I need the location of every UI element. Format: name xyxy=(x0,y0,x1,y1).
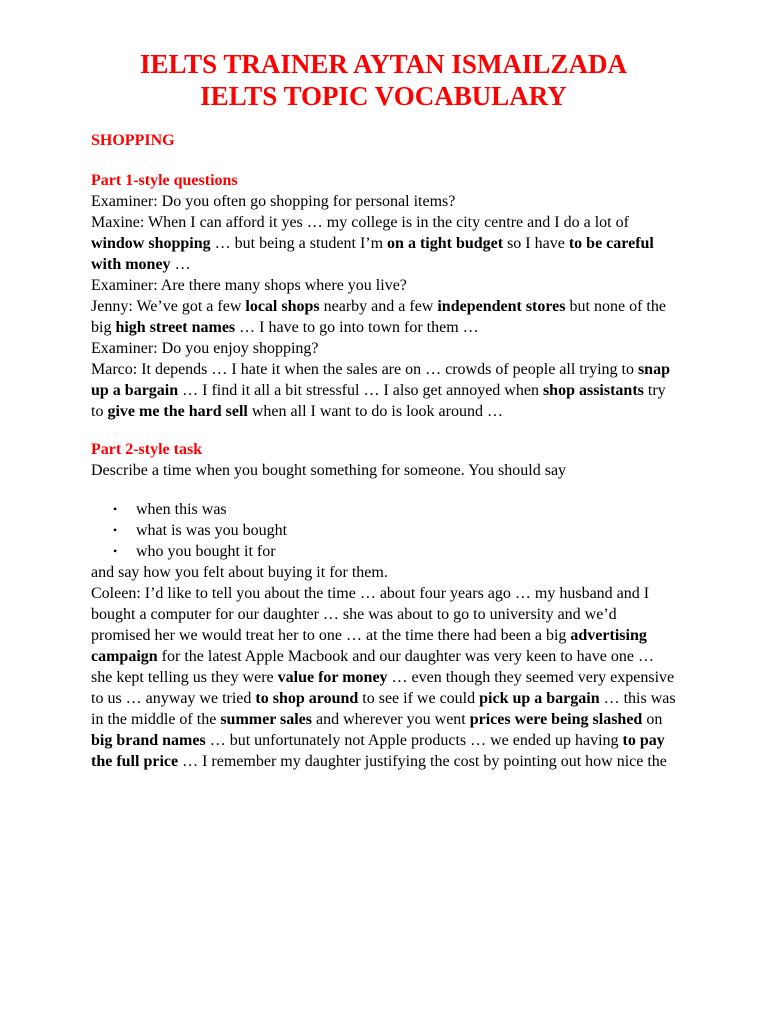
answer-text: … but being a student I’m xyxy=(210,235,388,252)
answer-text: and wherever you went xyxy=(312,711,470,728)
bullet-icon: • xyxy=(113,544,118,558)
vocabulary-term: give me the hard sell xyxy=(107,403,248,420)
vocabulary-term: shop assistants xyxy=(542,382,644,399)
vocabulary-term: big brand names xyxy=(91,732,206,749)
exchange-1 xyxy=(91,191,676,275)
vocabulary-term: summer sales xyxy=(220,711,313,728)
answer-text: … I remember my daughter justifying the cost by pointing out how nice the xyxy=(178,753,667,770)
vocabulary-term: to shop around xyxy=(255,690,359,707)
vocabulary-term: high street names xyxy=(115,319,236,336)
part2-answer xyxy=(91,583,676,772)
vocabulary-term: value for money xyxy=(277,669,388,686)
answer-3 xyxy=(91,361,670,420)
part2-bullet-list xyxy=(91,499,676,562)
vocabulary-term: advertising campaign xyxy=(91,627,647,665)
answer-text: Coleen: I’d like to tell you about the time … about four years ago … my husband and I bought a computer for our daughter … she was about to go to university and we’d promised her we would treat her to one … at the time there had been a big xyxy=(91,585,650,644)
vocabulary-term: prices were being slashed xyxy=(469,711,643,728)
bullet-icon: • xyxy=(113,502,118,516)
answer-text: try to xyxy=(91,382,666,420)
answer-text: nearby and a few xyxy=(319,298,438,315)
answer-text: … I have to go into town for them … xyxy=(235,319,479,336)
part2-closing: and say how you felt about buying it for them. xyxy=(91,564,388,581)
vocabulary-term: window shopping xyxy=(91,235,211,252)
answer-text: … this was in the middle of the xyxy=(91,690,676,728)
vocabulary-term: independent stores xyxy=(437,298,566,315)
exchange-3 xyxy=(91,338,676,422)
topic-heading: SHOPPING xyxy=(91,132,175,149)
answer-text: when all I want to do is look around … xyxy=(247,403,503,420)
bullet-text: what is was you bought xyxy=(136,522,288,539)
title-line-1: IELTS TRAINER AYTAN ISMAILZADA xyxy=(140,49,627,79)
bullet-icon: • xyxy=(113,523,118,537)
vocabulary-term: to pay the full price xyxy=(91,732,665,770)
vocabulary-term: on a tight budget xyxy=(387,235,504,252)
part2-heading: Part 2-style task xyxy=(91,441,203,458)
bullet-text: who you bought it for xyxy=(136,543,276,560)
part2-prompt: Describe a time when you bought something for someone. You should say xyxy=(91,462,567,479)
answer-text: for the latest Apple Macbook and our daughter was very keen to have one … she kept telling us they were xyxy=(91,648,654,686)
answer-text: on xyxy=(642,711,663,728)
bullet-item xyxy=(91,541,676,562)
answer-text: but none of the big xyxy=(91,298,666,336)
answer-text: … but unfortunately not Apple products … we ended up having xyxy=(205,732,623,749)
bullet-text: when this was xyxy=(136,501,227,518)
answer-1 xyxy=(91,214,654,273)
vocabulary-term: to be careful with money xyxy=(91,235,654,273)
answer-text: … I find it all a bit stressful … I also get annoyed when xyxy=(178,382,543,399)
vocabulary-term: snap up a bargain xyxy=(91,361,670,399)
answer-text: … even though they seemed very expensive to us … anyway we tried xyxy=(91,669,675,707)
answer-text: Marco: It depends … I hate it when the sales are on … crowds of people all trying to xyxy=(91,361,638,378)
answer-text: Maxine: When I can afford it yes … my college is in the city centre and I do a lot of xyxy=(91,214,629,231)
vocabulary-term: local shops xyxy=(245,298,320,315)
answer-text: Jenny: We’ve got a few xyxy=(91,298,246,315)
vocabulary-term: pick up a bargain xyxy=(479,690,600,707)
exchange-2 xyxy=(91,275,676,338)
question-3: Examiner: Do you enjoy shopping? xyxy=(91,340,319,357)
question-1: Examiner: Do you often go shopping for personal items? xyxy=(91,193,456,210)
question-2: Examiner: Are there many shops where you live? xyxy=(91,277,407,294)
answer-2 xyxy=(91,298,666,336)
document-title xyxy=(91,48,676,112)
answer-text: … xyxy=(170,256,191,273)
title-line-2: IELTS TOPIC VOCABULARY xyxy=(200,81,567,111)
answer-text: to see if we could xyxy=(358,690,480,707)
part1-heading: Part 1-style questions xyxy=(91,172,238,189)
answer-text: so I have xyxy=(503,235,569,252)
bullet-item xyxy=(91,520,676,541)
bullet-item xyxy=(91,499,676,520)
